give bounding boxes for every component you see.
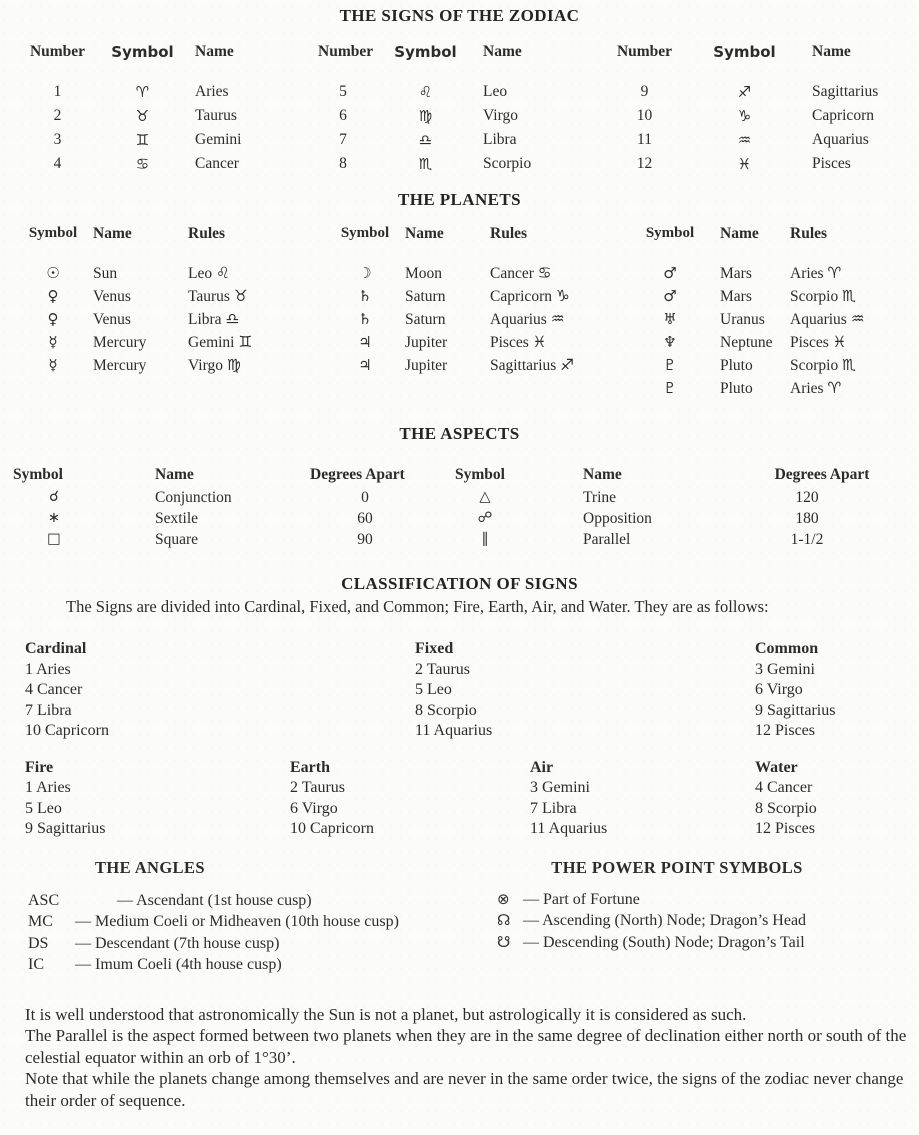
capricorn-symbol-icon: ♑ (737, 107, 752, 125)
zodiac-name: Cancer (195, 155, 239, 172)
list-item: 12 Pisces (755, 820, 815, 837)
element-columns (0, 758, 919, 840)
planets-section-title: THE PLANETS (398, 190, 521, 209)
list-item: 1 Aries (25, 779, 71, 796)
list-item: 2 Taurus (415, 660, 471, 678)
column-heading: Water (755, 758, 798, 776)
planet-name: Moon (405, 265, 443, 282)
zodiac-number: 2 (53, 107, 62, 124)
planet-rules: Aries ♈ (790, 265, 842, 282)
angles-list (0, 890, 462, 976)
zodiac-name: Gemini (195, 131, 242, 148)
zodiac-number: 10 (636, 107, 653, 124)
aspect-degrees: 1-1/2 (790, 531, 824, 548)
planets-header-name: Name (93, 225, 132, 242)
zodiac-number: 9 (640, 83, 649, 100)
trine-symbol-icon: △ (479, 489, 491, 505)
moon-symbol-icon: ☽ (358, 264, 372, 282)
zodiac-name: Virgo (483, 107, 518, 124)
square-symbol-icon: □ (47, 531, 61, 547)
planet-name: Venus (93, 311, 131, 328)
zodiac-header-name: Name (812, 43, 851, 60)
planet-rules: Aries ♈ (790, 380, 842, 397)
aspect-name: Opposition (583, 510, 652, 527)
zodiac-header-name: Name (195, 43, 234, 60)
zodiac-name: Leo (483, 83, 508, 100)
cardinal-column (25, 639, 415, 742)
planet-name: Mars (720, 265, 752, 282)
planet-rules: Leo ♌ (188, 265, 230, 282)
north-node-symbol-icon: ☊ (497, 911, 511, 929)
air-column (530, 758, 755, 840)
angle-desc: — Ascendant (1st house cusp) (117, 891, 312, 909)
zodiac-header-symbol: Symbol (713, 43, 776, 61)
zodiac-name: Libra (483, 131, 517, 148)
aspect-name: Conjunction (155, 489, 232, 506)
list-item: 4 Cancer (755, 779, 813, 796)
column-heading: Cardinal (25, 640, 87, 657)
power-point-desc: — Ascending (North) Node; Dragon’s Head (523, 912, 807, 929)
column-heading: Earth (290, 758, 330, 776)
angles-power-section (0, 858, 919, 976)
saturn-symbol-icon: ♄ (358, 287, 372, 305)
list-item: 8 Scorpio (415, 701, 477, 719)
angle-item (28, 954, 462, 976)
planets-group-3 (620, 222, 919, 400)
zodiac-header-name: Name (483, 43, 522, 60)
list-item: 4 Cancer (25, 681, 83, 698)
parallel-symbol-icon: ∥ (481, 531, 489, 547)
zodiac-number: 1 (53, 83, 62, 100)
scorpio-symbol-icon: ♏ (418, 155, 433, 173)
angle-item (28, 911, 462, 933)
south-node-symbol-icon: ☋ (497, 932, 511, 951)
list-item: 3 Gemini (755, 660, 815, 678)
taurus-symbol-icon: ♉ (135, 107, 150, 125)
list-item: 8 Scorpio (755, 799, 817, 817)
planets-table (0, 222, 919, 400)
aspects-section-title: THE ASPECTS (399, 424, 520, 443)
aspect-name: Sextile (155, 510, 199, 527)
list-item: 11 Aquarius (415, 722, 493, 739)
zodiac-name: Sagittarius (812, 83, 879, 100)
aspects-header-symbol: Symbol (13, 466, 63, 483)
planets-header-rules: Rules (188, 225, 226, 242)
zodiac-header-number: Number (616, 43, 673, 60)
zodiac-header-symbol: Symbol (394, 43, 457, 61)
planet-rules: Aquarius ♒ (490, 311, 565, 328)
list-item: 11 Aquarius (530, 820, 608, 837)
aspects-header-symbol: Symbol (455, 466, 505, 483)
aspect-degrees: 60 (357, 510, 373, 527)
planet-name: Saturn (405, 288, 446, 305)
planet-name: Jupiter (405, 357, 448, 374)
zodiac-number: 6 (339, 107, 347, 124)
angle-abbr: MC (28, 913, 53, 930)
list-item: 12 Pisces (755, 722, 815, 739)
footnote-paragraph: The Parallel is the aspect formed between two planets when they are in the same degree of declination either north or south of the celestial equator within an orb of 1°30’. (25, 1026, 907, 1067)
zodiac-number: 7 (339, 131, 347, 148)
aspect-name: Parallel (583, 531, 631, 548)
planet-name: Pluto (720, 380, 753, 397)
list-item: 6 Virgo (290, 799, 338, 817)
aquarius-symbol-icon: ♒ (737, 131, 752, 149)
zodiac-name: Aries (195, 83, 229, 100)
planet-name: Mars (720, 288, 752, 305)
planet-name: Mercury (93, 357, 147, 374)
zodiac-section-title: THE SIGNS OF THE ZODIAC (339, 6, 580, 25)
power-points-list (462, 889, 919, 954)
aspects-table (0, 464, 919, 550)
planets-group-1 (13, 222, 325, 400)
common-column (755, 639, 919, 742)
zodiac-number: 11 (637, 131, 652, 148)
virgo-symbol-icon: ♍ (418, 107, 433, 125)
zodiac-header-symbol: Symbol (111, 43, 174, 61)
fixed-column (415, 639, 755, 742)
column-heading: Fixed (415, 640, 454, 657)
angle-desc: — Medium Coeli or Midheaven (10th house cusp) (75, 913, 399, 930)
pluto-symbol-icon: ♇ (663, 379, 677, 397)
angle-abbr: IC (28, 956, 44, 973)
list-item: 7 Libra (25, 701, 72, 719)
angle-abbr: DS (28, 934, 49, 952)
planet-name: Pluto (720, 357, 753, 374)
conjunction-symbol-icon: ☌ (49, 489, 59, 505)
classification-section-title: CLASSIFICATION OF SIGNS (341, 574, 578, 593)
footnote-paragraph: It is well understood that astronomically the Sun is not a planet, but astrologically it is considered as such. (25, 1004, 747, 1024)
zodiac-name: Aquarius (812, 131, 869, 148)
aspect-name: Square (155, 531, 199, 548)
aries-symbol-icon: ♈ (135, 83, 150, 101)
list-item: 10 Capricorn (290, 820, 374, 837)
mars-symbol-icon: ♂ (663, 264, 677, 282)
planet-rules: Capricorn ♑ (490, 288, 570, 305)
list-item: 6 Virgo (755, 681, 803, 698)
mercury-symbol-icon: ☿ (48, 356, 58, 374)
zodiac-group-1 (25, 40, 318, 176)
planet-rules: Cancer ♋ (490, 265, 552, 282)
zodiac-header-number: Number (29, 43, 86, 60)
list-item: 5 Leo (415, 681, 452, 698)
zodiac-group-2 (318, 40, 612, 176)
list-item: 3 Gemini (530, 779, 590, 796)
planets-header-rules: Rules (490, 225, 528, 242)
pluto-symbol-icon: ♇ (663, 356, 677, 374)
planet-name: Neptune (720, 334, 773, 351)
planet-rules: Virgo ♍ (188, 357, 241, 374)
earth-column (290, 758, 530, 840)
planet-rules: Taurus ♉ (188, 288, 248, 305)
angles-title: THE ANGLES (95, 857, 205, 877)
planet-rules: Aquarius ♒ (790, 311, 865, 328)
zodiac-name: Taurus (195, 107, 237, 124)
list-item: 10 Capricorn (25, 722, 109, 739)
footnote-paragraph: Note that while the planets change among themselves and are never in the same order twice, the signs of the zodiac never change their order of sequence. (25, 1069, 904, 1110)
zodiac-number: 12 (636, 155, 653, 172)
uranus-symbol-icon: ♅ (663, 310, 677, 328)
planet-rules: Pisces ♓ (490, 334, 547, 351)
planets-header-name: Name (720, 225, 759, 242)
zodiac-number: 8 (339, 155, 347, 172)
column-heading: Air (530, 758, 554, 776)
planets-header-symbol: Symbol (340, 225, 390, 241)
gemini-symbol-icon: ♊ (135, 131, 150, 149)
aspects-header-name: Name (155, 466, 194, 483)
venus-symbol-icon: ♀ (47, 287, 59, 305)
planet-rules: Libra ♎ (188, 311, 240, 328)
sagittarius-symbol-icon: ♐ (737, 83, 752, 101)
power-point-item (497, 932, 919, 954)
planet-name: Uranus (720, 311, 765, 328)
planets-header-name: Name (405, 225, 444, 242)
leo-symbol-icon: ♌ (418, 83, 433, 101)
zodiac-name: Scorpio (483, 155, 532, 172)
sextile-symbol-icon: ∗ (47, 510, 61, 526)
planets-group-2 (325, 222, 620, 400)
aspect-degrees: 90 (357, 531, 373, 548)
list-item: 5 Leo (25, 799, 62, 817)
planet-name: Venus (93, 288, 131, 305)
power-points-title: THE POWER POINT SYMBOLS (551, 857, 803, 877)
power-point-item (497, 889, 919, 911)
zodiac-number: 4 (53, 155, 62, 172)
planet-rules: Scorpio ♏ (790, 357, 856, 374)
zodiac-group-3 (612, 40, 919, 176)
cancer-symbol-icon: ♋ (135, 155, 150, 173)
power-point-desc: — Descending (South) Node; Dragon’s Tail (523, 933, 805, 951)
aspect-degrees: 120 (795, 489, 819, 506)
footnotes (0, 1004, 919, 1112)
neptune-symbol-icon: ♆ (663, 333, 677, 351)
zodiac-name: Capricorn (812, 107, 874, 124)
jupiter-symbol-icon: ♃ (358, 333, 372, 351)
power-point-item (497, 910, 919, 932)
column-heading: Fire (25, 758, 54, 776)
venus-symbol-icon: ♀ (47, 310, 59, 328)
aspects-header-degrees: Degrees Apart (310, 466, 405, 483)
list-item: 9 Sagittarius (25, 820, 106, 837)
quality-columns (0, 639, 919, 742)
libra-symbol-icon: ♎ (418, 131, 433, 149)
planet-rules: Pisces ♓ (790, 334, 847, 351)
list-item: 2 Taurus (290, 779, 346, 796)
planets-header-symbol: Symbol (645, 225, 695, 241)
power-points-block (462, 858, 919, 976)
planets-header-rules: Rules (790, 225, 828, 242)
angle-item (28, 933, 462, 955)
aspect-degrees: 0 (361, 489, 369, 506)
aspects-header-name: Name (583, 466, 622, 483)
list-item: 1 Aries (25, 660, 71, 678)
mercury-symbol-icon: ☿ (48, 333, 58, 351)
list-item: 7 Libra (530, 799, 577, 817)
saturn-symbol-icon: ♄ (358, 310, 372, 328)
part-of-fortune-symbol-icon: ⊗ (497, 889, 510, 908)
aspects-header-degrees: Degrees Apart (774, 466, 870, 483)
aspect-degrees: 180 (795, 510, 819, 527)
list-item: 9 Sagittarius (755, 701, 836, 719)
column-heading: Common (755, 640, 819, 657)
power-point-desc: — Part of Fortune (523, 890, 640, 908)
opposition-symbol-icon: ☍ (477, 510, 493, 526)
planets-header-symbol: Symbol (28, 225, 78, 241)
planet-name: Jupiter (405, 334, 448, 351)
planet-name: Sun (93, 265, 118, 282)
mars-symbol-icon: ♂ (663, 287, 677, 305)
angle-abbr: ASC (28, 891, 60, 909)
angle-item (28, 890, 462, 912)
classification-intro: The Signs are divided into Cardinal, Fixed, and Common; Fire, Earth, Air, and Water. They are as follows: (66, 597, 769, 616)
water-column (755, 758, 919, 840)
planet-name: Saturn (405, 311, 446, 328)
sun-symbol-icon: ☉ (46, 264, 60, 282)
zodiac-number: 5 (339, 83, 347, 100)
zodiac-table (0, 40, 919, 176)
zodiac-name: Pisces (812, 155, 851, 172)
planet-rules: Scorpio ♏ (790, 288, 856, 305)
zodiac-header-number: Number (318, 43, 374, 60)
planet-rules: Sagittarius ♐ (490, 357, 575, 374)
zodiac-number: 3 (53, 131, 62, 148)
pisces-symbol-icon: ♓ (737, 155, 752, 173)
aspect-name: Trine (583, 489, 617, 506)
angle-desc: — Imum Coeli (4th house cusp) (75, 956, 282, 973)
planet-rules: Gemini ♊ (188, 334, 253, 351)
fire-column (25, 758, 290, 840)
angle-desc: — Descendant (7th house cusp) (75, 934, 280, 952)
angles-block (0, 858, 462, 976)
planet-name: Mercury (93, 334, 147, 351)
jupiter-symbol-icon: ♃ (358, 356, 372, 374)
